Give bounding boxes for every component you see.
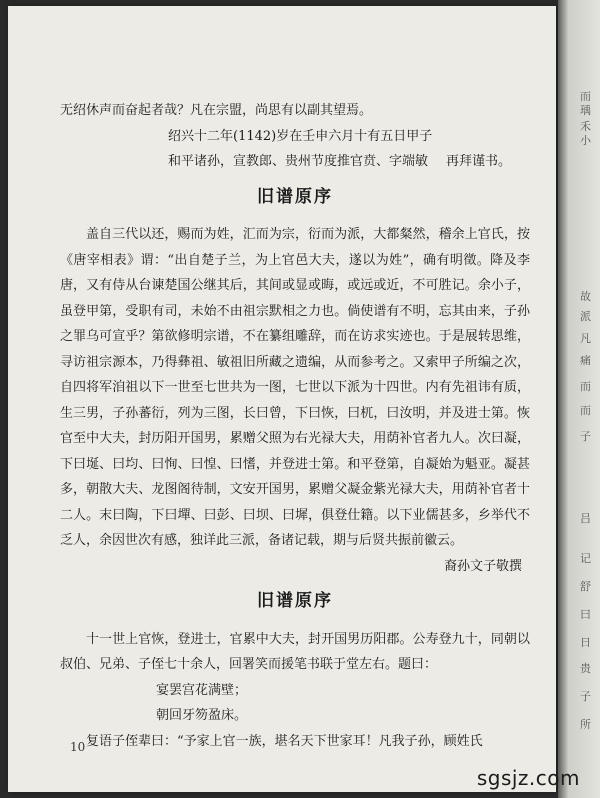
adjacent-page-text: 而 (580, 380, 591, 393)
adjacent-page-text: 而瑀 (580, 90, 591, 117)
dedication-bow: 再拜谨书。 (446, 154, 512, 169)
adjacent-page-text: 子 (580, 690, 591, 703)
adjacent-page-text: 故 (580, 290, 591, 303)
couplet-line-2: 朝回牙笏盈床。 (156, 708, 248, 723)
adjacent-page-text: 舒 (580, 580, 591, 593)
adjacent-page-text: 子 (580, 430, 591, 443)
dedication-block (168, 124, 530, 175)
adjacent-page-text: 而 (580, 404, 591, 417)
adjacent-page-text: 所 (580, 718, 591, 731)
adjacent-page-text: 曰 (580, 608, 591, 621)
section-heading-2: 旧谱原序 (257, 591, 333, 611)
book-page (8, 6, 556, 792)
dedication-author: 和平诸孙，宣教郎、贵州节度推官贲、字端敏 (168, 154, 429, 169)
dedication-date: 绍兴十二年(1142)岁在壬申六月十有五日甲子 (168, 128, 433, 144)
couplet-line-1: 宴罢宫花满壁； (156, 682, 248, 698)
adjacent-page-text: 贵 (580, 662, 591, 675)
watermark-text: sgsjz.com (476, 766, 580, 790)
page-text (60, 98, 530, 754)
page-number: 10 (70, 740, 86, 754)
adjacent-page-text: 凡 (580, 332, 591, 345)
section1-paragraph: 盖自三代以还，赐而为姓，汇而为宗，衍而为派，大都粲然，稽余上官氏，按《唐宰相表》谓：“出自楚子兰，为上官邑大夫，遂以为姓”，确有明徵。降及李唐，又有侍从台谏楚国公继其后，其间或显或晦，或远或近，不可胜记。余小子，虽登甲第，受职有司，未始不由祖宗默相之力也。倘使谱有不明，忘其由来，子孙之罪乌可宣乎？第欲修明宗谱，不在纂组雕辞，而在访求实迹也。于是展转思维，寻访祖宗源本，乃得彝祖、敏祖旧所藏之遗编，从而参考之。又索甲子所编之次，自四将军洎祖以下一世至七世共为一图，七世以下派为十四世。内有先祖讳有质，生三男，子孙蕃衍，列为三图，长曰曾，下曰恢，曰杌，曰汝明，并及进士第。恢官至中大夫，封历阳开国男，累赠父照为右光禄大夫，用荫补官者九人。次曰凝，下曰埏、曰均、曰恂、曰惶、曰愭，并登进士第。和平登第，自凝始为魁亚。凝甚多，朝散大夫、龙图阁待制，文安开国男，累赠父凝金紫光禄大夫，用荫补官者十二人。末曰陶，下曰墠、曰彭、曰坝、曰墀，俱登仕籍。以下业儒甚多，乡举代不乏人，余因世次有感，独详此三派，备诸记载，期与后贤共振前徽云。 (60, 227, 530, 548)
adjacent-page-text: 日 (580, 636, 591, 649)
dedication-author-line (168, 149, 530, 175)
adjacent-page-text: 记 (580, 552, 591, 565)
section-heading-1: 旧谱原序 (257, 186, 333, 207)
adjacent-page-text: 禾小 (580, 120, 591, 147)
opening-line: 无绍休声而奋起者哉？凡在宗盟，尚思有以副其望焉。 (60, 103, 373, 118)
adjacent-page-text: 派 (580, 310, 591, 323)
section1-signature: 裔孙文子敬撰 (443, 558, 522, 574)
adjacent-page-text: 吕 (580, 512, 591, 525)
section2-closing: 复语子侄辈曰：“予家上官一族，堪名天下世家耳！凡我子孙，顾姓氏 (86, 733, 483, 749)
adjacent-page-edge (558, 0, 600, 798)
section2-paragraph: 十一世上官恢，登进士，官累中大夫，封开国男历阳郡。公寿登九十，同朝以叔伯、兄弟、子侄七十余人，回署笑而援笔书联于堂左右。题曰： (60, 631, 530, 672)
adjacent-page-text: 痛 (580, 354, 591, 367)
